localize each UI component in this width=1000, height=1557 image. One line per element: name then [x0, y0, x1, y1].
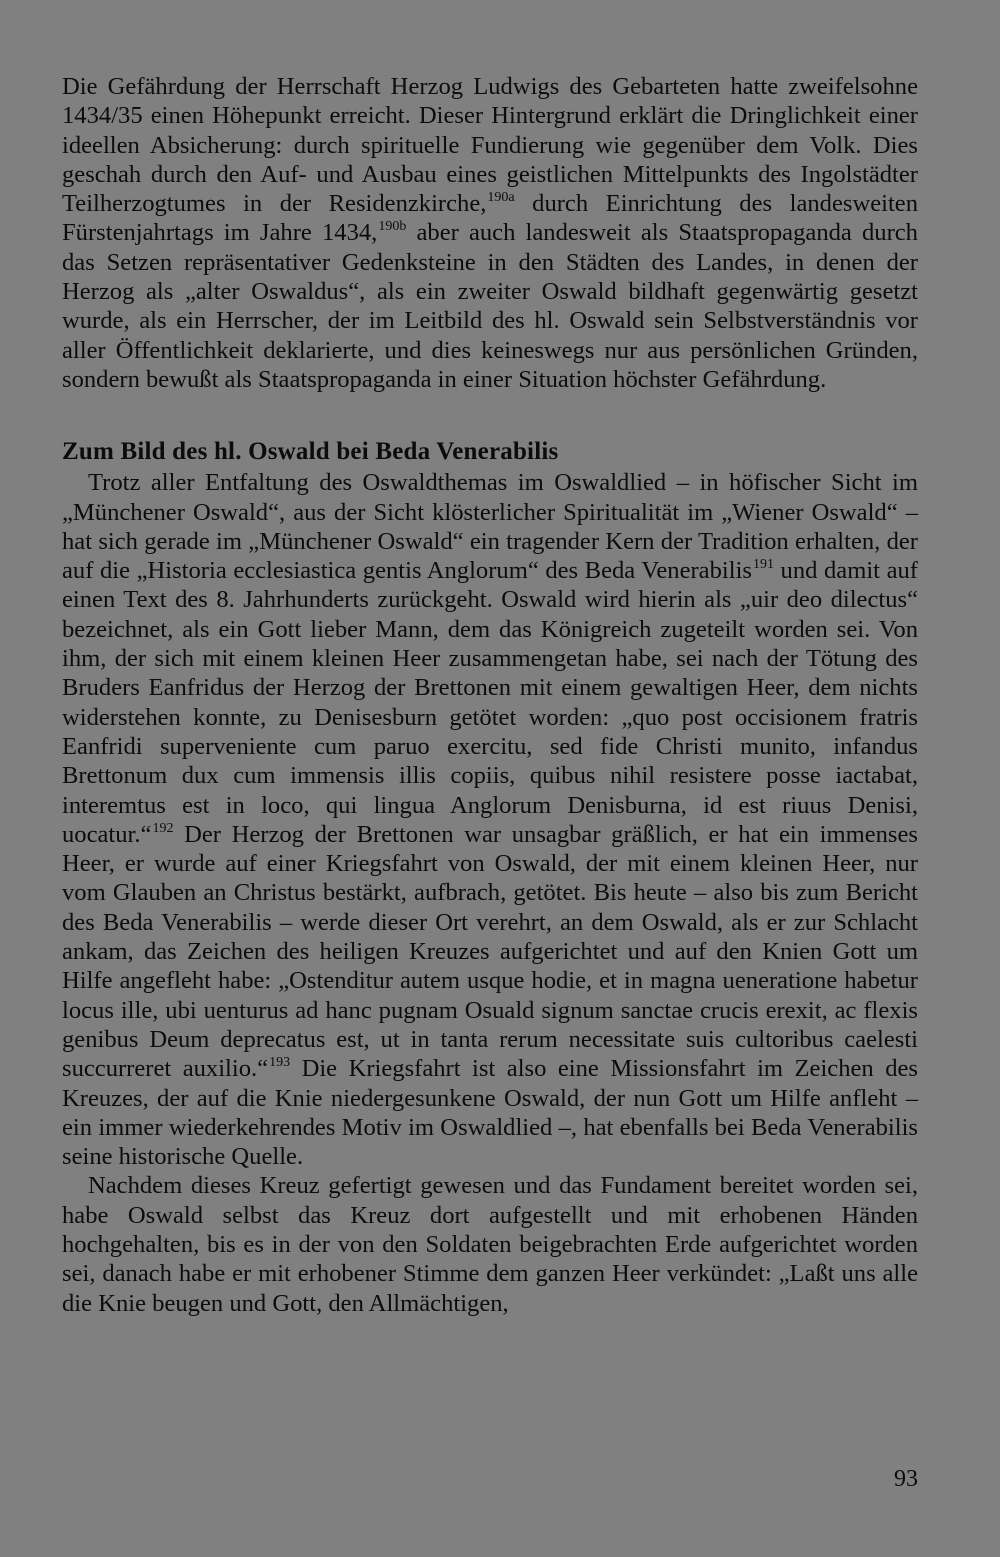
paragraph-text: durch Einrichtung des landesweiten Fürstenjahrtags im Jahre 1434,: [62, 190, 918, 247]
paragraph-text: Die Kriegsfahrt ist also eine Missionsfahrt im Zeichen des Kreuzes, der auf die Knie niedergesunkene Oswald, der nun Gott um Hilfe anfleht – ein immer wiederkehrendes Motiv im Oswaldlied –, hat ebenfalls bei Beda Venerabilis seine historische Quelle.: [62, 1055, 918, 1171]
paragraph-text: und damit auf einen Text des 8. Jahrhunderts zurückgeht. Oswald wird hierin als „uir deo dilectus“ bezeichnet, als ein Gott lieber Mann, dem das Königreich zugeteilt worden sei. Von ihm, der sich mit einem kleinen Heer zusammengetan habe, sei nach der Tötung des Bruders Eanfridus der Herzog der Brettonen mit einem gewaltigen Heer, dem nichts widerstehen konnte, zu Denisesburn getötet worden: „quo post occisionem fratris Eanfridi superveniente cum paruo exercitu, sed fide Christi munito, infandus Brettonum dux cum immensis illis copiis, quibus nihil resistere posse iactabat, interemtus est in loco, qui lingua Anglorum Denisburna, id est riuus Denisi, uocatur.“: [62, 557, 918, 848]
paragraph-text: Die Gefährdung der Herrschaft Herzog Ludwigs des Gebarteten hatte zweifelsohne 1434/35 einen Höhepunkt erreicht. Dieser Hintergrund erklärt die Dringlichkeit einer ideellen Absicherung: durch spirituelle Fundierung wie gegenüber dem Volk. Dies geschah durch den Auf- und Ausbau eines geistlichen Mittelpunkts des Ingolstädter Teilherzogtumes in der Residenzkirche,: [62, 73, 918, 218]
page-number: 93: [894, 1466, 918, 1492]
section-heading: Zum Bild des hl. Oswald bei Beda Venerabilis: [62, 438, 559, 466]
paragraph-text: Trotz aller Entfaltung des Oswaldthemas im Oswaldlied – in höfischer Sicht im „Münchener Oswald“, aus der Sicht klösterlicher Spiritualität im „Wiener Oswald“ – hat sich gerade im „Münchener Oswald“ ein tragender Kern der Tradition erhalten, der auf die „Historia ecclesiastica gentis Anglorum“ des Beda Venerabilis: [62, 469, 918, 585]
footnote-marker: 191: [752, 557, 774, 573]
footnote-marker: 193: [269, 1055, 291, 1071]
footnote-marker: 190b: [378, 219, 407, 235]
paragraph-ludwig: [62, 72, 918, 394]
paragraph-text: Der Herzog der Brettonen war unsagbar gräßlich, er hat ein immenses Heer, er wurde auf einer Kriegsfahrt von Oswald, der mit einem kleinen Heer, nur vom Glauben an Christus bestärkt, aufbrach, getötet. Bis heute – also bis zum Bericht des Beda Venerabilis – werde dieser Ort verehrt, an dem Oswald, als er zur Schlacht ankam, das Zeichen des heiligen Kreuzes aufgerichtet und auf den Knien Gott um Hilfe angefleht habe: „Ostenditur autem usque hodie, et in magna ueneratione habetur locus ille, ubi uenturus ad hanc pugnam Osuald signum sanctae crucis erexit, ac flexis genibus Deum deprecatus est, ut in tanta rerum necessitate suis cultoribus caelesti succurreret auxilio.“: [62, 820, 918, 1083]
paragraph-beda: [62, 468, 918, 1171]
page-body: [62, 72, 918, 1318]
paragraph-text: aber auch landesweit als Staatspropaganda durch das Setzen repräsentativer Gedenksteine in den Städten des Landes, in denen der Herzog als „alter Oswaldus“, als ein zweiter Oswald bildhaft gegenwärtig gesetzt wurde, als ein Herrscher, der im Leitbild des hl. Oswald sein Selbstverständnis vor aller Öffentlichkeit deklarierte, und dies keineswegs nur aus persönlichen Gründen, sondern bewußt als Staatspropaganda in einer Situation höchster Gefährdung.: [62, 219, 918, 393]
paragraph-cross: Nachdem dieses Kreuz gefertigt gewesen und das Fundament bereitet worden sei, habe Oswald selbst das Kreuz dort aufgestellt und mit erhobenen Händen hochgehalten, bis es in der von den Soldaten beigebrachten Erde aufgerichtet worden sei, danach habe er mit erhobener Stimme dem ganzen Heer verkündet: „Laßt uns alle die Knie beugen und Gott, den Allmächtigen,: [62, 1172, 918, 1317]
footnote-marker: 192: [152, 820, 174, 836]
footnote-marker: 190a: [487, 190, 515, 206]
